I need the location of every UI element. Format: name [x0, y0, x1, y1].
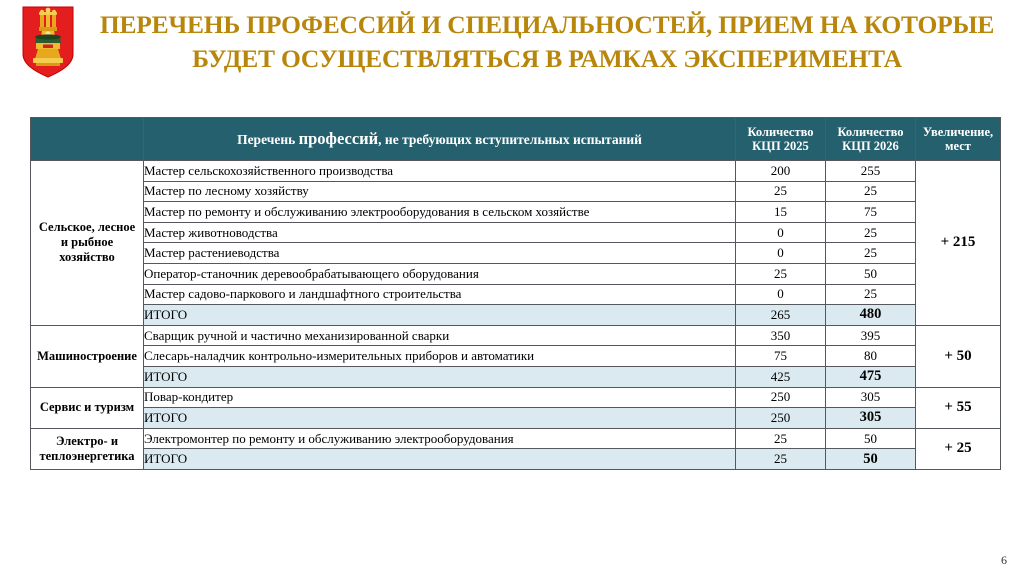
column-header-profession-list	[144, 118, 736, 161]
column-header-kcp-2025-line1: Количество	[747, 124, 814, 139]
column-header-emphasis: профессий	[298, 128, 379, 148]
table-row	[31, 387, 1001, 408]
profession-name: Повар-кондитер	[144, 387, 736, 408]
table-row	[31, 222, 1001, 243]
profession-name: Слесарь-наладчик контрольно-измерительных приборов и автоматики	[144, 346, 736, 367]
group-label-line: Машиностроение	[37, 348, 137, 363]
table-row	[31, 346, 1001, 367]
total-label: ИТОГО	[144, 305, 736, 326]
group-label-3	[31, 428, 144, 469]
profession-name: Оператор-станочник деревообрабатывающего оборудования	[144, 263, 736, 284]
group-label-1	[31, 325, 144, 387]
kcp-2025-value: 0	[736, 284, 826, 305]
table-total-row	[31, 408, 1001, 429]
profession-name: Мастер по лесному хозяйству	[144, 181, 736, 202]
kcp-2025-value: 25	[736, 181, 826, 202]
total-label: ИТОГО	[144, 408, 736, 429]
profession-name: Электромонтер по ремонту и обслуживанию электрооборудования	[144, 428, 736, 449]
column-header-increase	[916, 118, 1001, 161]
table-row	[31, 263, 1001, 284]
increase-value-2: + 55	[916, 387, 1001, 428]
group-label-line: Электро- и	[55, 433, 119, 448]
kcp-2026-value: 25	[826, 243, 916, 264]
group-label-0	[31, 161, 144, 326]
kcp-table-container	[30, 117, 1000, 470]
profession-name: Мастер по ремонту и обслуживанию электрооборудования в сельском хозяйстве	[144, 202, 736, 223]
group-label-line: Сельское, лесное	[38, 220, 136, 235]
kcp-2025-value: 25	[736, 263, 826, 284]
group-label-line: хозяйство	[59, 250, 115, 265]
group-label-line: теплоэнергетика	[39, 448, 135, 463]
table-row	[31, 284, 1001, 305]
increase-value-0: + 215	[916, 161, 1001, 326]
page-title-line-2: БУДЕТ ОСУЩЕСТВЛЯТЬСЯ В РАМКАХ ЭКСПЕРИМЕНТА	[192, 44, 902, 73]
table-row	[31, 325, 1001, 346]
kcp-2025-value: 25	[736, 428, 826, 449]
kcp-2026-value: 255	[826, 161, 916, 182]
column-header-kcp-2025	[736, 118, 826, 161]
slide-header	[0, 0, 1024, 100]
kcp-2026-value: 80	[826, 346, 916, 367]
kcp-2026-value: 25	[826, 181, 916, 202]
total-kcp-2026-value: 305	[826, 408, 916, 429]
table-header-row	[31, 118, 1001, 161]
table-row	[31, 243, 1001, 264]
column-header-kcp-2026-line2: КЦП 2026	[842, 139, 899, 153]
total-kcp-2025-value: 265	[736, 305, 826, 326]
column-header-kcp-2025-line2: КЦП 2025	[752, 139, 809, 153]
column-header-group	[31, 118, 144, 161]
table-row	[31, 428, 1001, 449]
table-row	[31, 202, 1001, 223]
kcp-2025-value: 350	[736, 325, 826, 346]
table-total-row	[31, 305, 1001, 326]
table-row	[31, 161, 1001, 182]
kcp-2026-value: 25	[826, 284, 916, 305]
total-kcp-2025-value: 25	[736, 449, 826, 470]
total-label: ИТОГО	[144, 449, 736, 470]
increase-value-3: + 25	[916, 428, 1001, 469]
kcp-2026-value: 50	[826, 263, 916, 284]
kcp-2025-value: 250	[736, 387, 826, 408]
kcp-table	[30, 117, 1001, 470]
column-header-increase-line1: Увеличение,	[922, 124, 994, 139]
column-header-kcp-2026	[826, 118, 916, 161]
table-header	[31, 118, 1001, 161]
kcp-2025-value: 200	[736, 161, 826, 182]
column-header-suffix: , не требующих вступительных испытаний	[378, 131, 642, 147]
page-title	[92, 8, 1002, 76]
kcp-2026-value: 395	[826, 325, 916, 346]
kcp-2026-value: 50	[826, 428, 916, 449]
total-kcp-2025-value: 250	[736, 408, 826, 429]
total-kcp-2026-value: 475	[826, 366, 916, 387]
table-row	[31, 181, 1001, 202]
total-kcp-2026-value: 480	[826, 305, 916, 326]
tver-oblast-coat-of-arms-icon	[22, 6, 74, 78]
table-total-row	[31, 449, 1001, 470]
column-header-increase-line2: мест	[945, 139, 971, 153]
table-total-row	[31, 366, 1001, 387]
kcp-2025-value: 15	[736, 202, 826, 223]
kcp-2025-value: 0	[736, 222, 826, 243]
page-number: 6	[1001, 553, 1007, 567]
total-kcp-2026-value: 50	[826, 449, 916, 470]
profession-name: Мастер растениеводства	[144, 243, 736, 264]
group-label-line: и рыбное	[60, 235, 114, 250]
profession-name: Мастер садово-паркового и ландшафтного строительства	[144, 284, 736, 305]
total-label: ИТОГО	[144, 366, 736, 387]
profession-name: Мастер животноводства	[144, 222, 736, 243]
profession-name: Сварщик ручной и частично механизированной сварки	[144, 325, 736, 346]
kcp-2026-value: 25	[826, 222, 916, 243]
column-header-kcp-2026-line1: Количество	[837, 124, 904, 139]
table-body	[31, 161, 1001, 470]
total-kcp-2025-value: 425	[736, 366, 826, 387]
page-title-line-1: ПЕРЕЧЕНЬ ПРОФЕССИЙ И СПЕЦИАЛЬНОСТЕЙ, ПРИЕМ НА КОТОРЫЕ	[99, 10, 995, 39]
group-label-2	[31, 387, 144, 428]
column-header-prefix: Перечень	[237, 131, 299, 147]
profession-name: Мастер сельскохозяйственного производства	[144, 161, 736, 182]
kcp-2026-value: 305	[826, 387, 916, 408]
kcp-2025-value: 75	[736, 346, 826, 367]
kcp-2025-value: 0	[736, 243, 826, 264]
group-label-line: Сервис и туризм	[39, 400, 135, 415]
kcp-2026-value: 75	[826, 202, 916, 223]
increase-value-1: + 50	[916, 325, 1001, 387]
